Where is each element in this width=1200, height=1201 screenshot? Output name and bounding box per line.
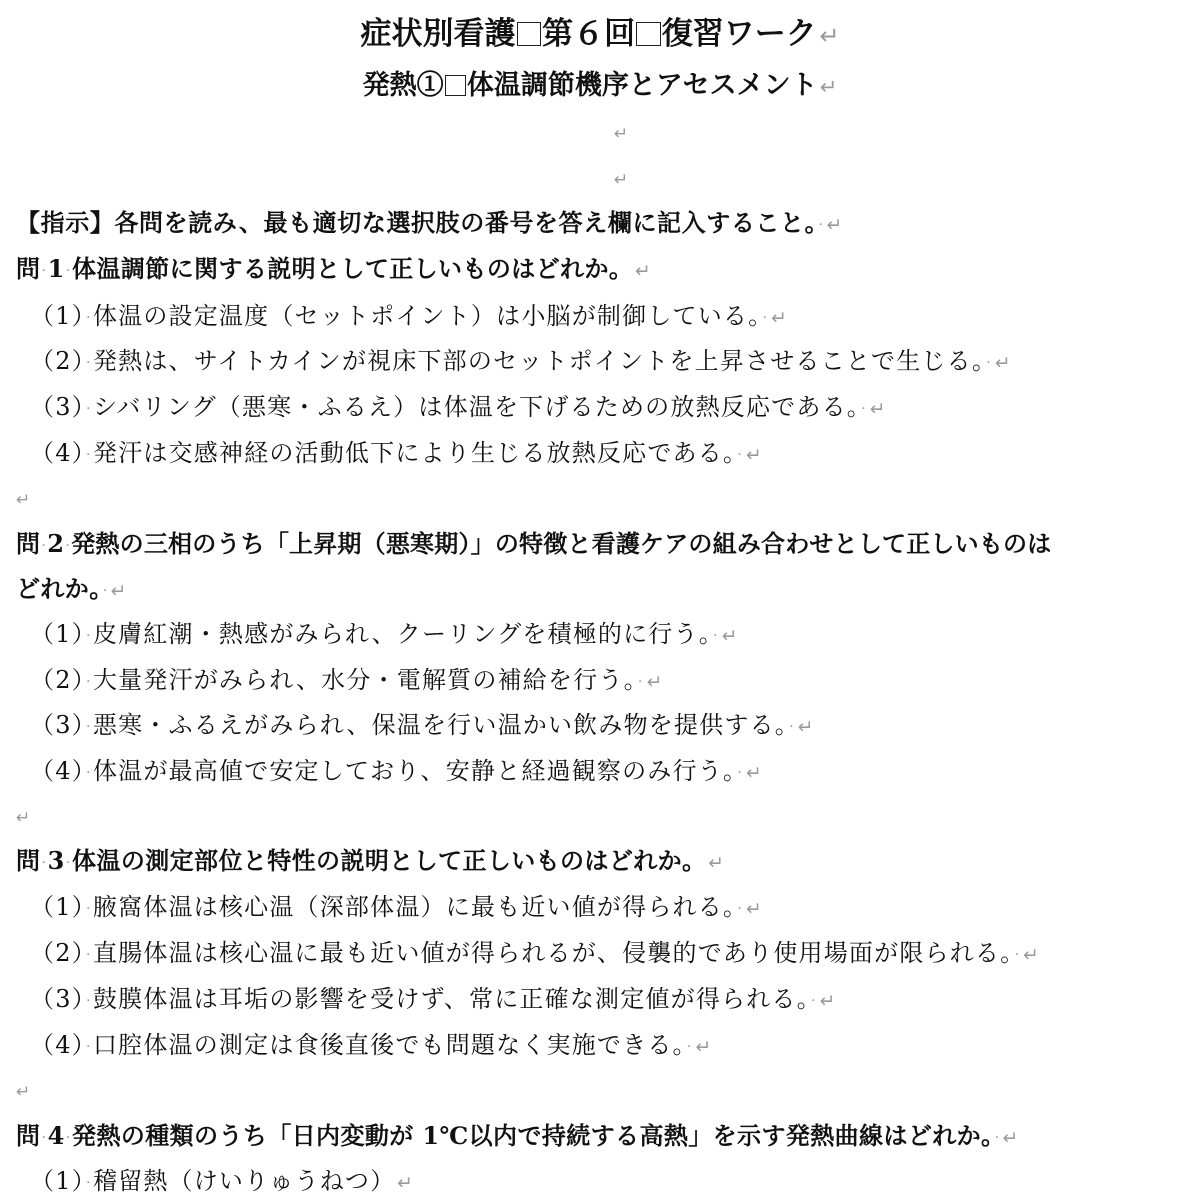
space-mark-icon: · — [65, 854, 71, 871]
question-1-option-4 — [30, 436, 763, 473]
space-mark-icon: · — [86, 400, 92, 417]
return-mark-icon: ↵ — [397, 1173, 415, 1194]
space-mark-icon: · — [86, 718, 92, 735]
return-mark-icon: ↵ — [771, 308, 789, 329]
question-2-stem-continued — [16, 572, 127, 609]
question-3-stem — [16, 844, 724, 881]
space-mark-icon: · — [737, 446, 744, 463]
return-mark-icon: ↵ — [1023, 945, 1041, 966]
return-mark-icon: ↵ — [15, 808, 32, 828]
instruction-text: 【指示】各問を読み、最も適切な選択肢の番号を答え欄に記入すること。 — [16, 208, 818, 237]
option-text: 発熱は、サイトカインが視床下部のセットポイントを上昇させることで生じる。 — [92, 347, 986, 375]
option-text: 口腔体温の測定は食後直後でも問題なく実施できる。 — [92, 1031, 686, 1059]
space-mark-icon: · — [861, 400, 867, 417]
space-mark-icon: · — [713, 627, 719, 644]
question-number-digit: 1 — [47, 254, 65, 283]
question-text: 体温調節に関する説明として正しいものはどれか。 — [72, 254, 634, 283]
return-mark-icon: ↵ — [695, 1037, 713, 1058]
return-mark-icon: ↵ — [1002, 1128, 1019, 1149]
space-mark-icon: · — [1014, 946, 1021, 963]
return-mark-icon: ↵ — [110, 581, 127, 602]
empty-paragraph — [0, 164, 1200, 195]
space-mark-icon: · — [86, 309, 92, 326]
question-3-option-3 — [30, 982, 837, 1019]
return-mark-icon: ↵ — [826, 215, 843, 236]
space-mark-icon: · — [762, 309, 769, 326]
space-mark-icon: · — [86, 627, 92, 644]
return-mark-icon: ↵ — [635, 261, 652, 282]
return-mark-icon: ↵ — [15, 490, 32, 510]
return-mark-icon: ↵ — [646, 672, 664, 693]
option-text: 皮膚紅潮・熱感がみられ、クーリングを積極的に行う。 — [92, 620, 712, 648]
question-text: 発熱の三相のうち「上昇期（悪寒期）」の特徴と看護ケアの組み合わせとして正しいものは — [71, 529, 1052, 558]
empty-paragraph — [0, 118, 1200, 149]
empty-paragraph — [14, 800, 31, 835]
space-mark-icon: · — [810, 992, 817, 1009]
space-mark-icon: · — [637, 673, 644, 690]
space-mark-icon: · — [86, 764, 92, 781]
question-3-option-1 — [30, 890, 763, 927]
space-mark-icon: · — [86, 946, 92, 963]
box-glyph — [636, 22, 660, 46]
question-text-continued: どれか。 — [16, 574, 102, 603]
space-mark-icon: · — [86, 446, 92, 463]
question-1-option-3 — [30, 390, 887, 427]
empty-paragraph — [14, 482, 31, 517]
option-label: （1） — [30, 302, 85, 330]
question-number: 問 — [16, 254, 41, 283]
return-mark-icon: ↵ — [819, 22, 840, 50]
instruction-line — [16, 206, 843, 243]
option-label: （3） — [30, 985, 85, 1013]
option-label: （1） — [30, 620, 85, 648]
option-label: （3） — [30, 393, 85, 421]
option-text: 腋窩体温は核心温（深部体温）に最も近い値が得られる。 — [92, 893, 737, 921]
option-text: 悪寒・ふるえがみられ、保温を行い温かい飲み物を提供する。 — [92, 711, 788, 739]
option-text: 鼓膜体温は耳垢の影響を受けず、常に正確な測定値が得られる。 — [92, 985, 810, 1013]
title-part-work: 復習ワーク — [661, 16, 817, 52]
return-mark-icon: ↵ — [819, 74, 838, 99]
option-label: （2） — [30, 347, 85, 375]
title-part-course: 症状別看護 — [360, 16, 516, 52]
question-text: 発熱の種類のうち「日内変動が 1℃以内で持続する高熱」を示す発熱曲線はどれか。 — [72, 1121, 994, 1150]
space-mark-icon: · — [102, 582, 108, 599]
space-mark-icon: · — [86, 900, 92, 917]
space-mark-icon: · — [41, 537, 47, 554]
return-mark-icon: ↵ — [994, 353, 1012, 374]
return-mark-icon: ↵ — [613, 124, 629, 144]
question-2-option-1 — [30, 617, 739, 654]
option-label: （4） — [30, 1031, 85, 1059]
question-number-digit: 3 — [47, 846, 65, 875]
space-mark-icon: · — [737, 764, 744, 781]
question-1-option-1 — [30, 299, 788, 336]
option-label: （1） — [30, 893, 85, 921]
space-mark-icon: · — [818, 216, 824, 233]
space-mark-icon: · — [41, 1129, 47, 1146]
space-mark-icon: · — [789, 718, 795, 735]
question-2-option-2 — [30, 663, 664, 700]
question-3-option-2 — [30, 936, 1040, 973]
option-label: （3） — [30, 711, 85, 739]
return-mark-icon: ↵ — [721, 626, 739, 647]
return-mark-icon: ↵ — [15, 1082, 32, 1102]
option-label: （1） — [30, 1167, 85, 1195]
option-text: シバリング（悪寒・ふるえ）は体温を下げるための放熱反応である。 — [92, 393, 860, 421]
box-glyph — [517, 22, 541, 46]
option-text: 体温の設定温度（セットポイント）は小脳が制御している。 — [92, 302, 762, 330]
space-mark-icon: · — [41, 262, 47, 279]
space-mark-icon: · — [86, 673, 92, 690]
question-4-stem — [16, 1119, 1019, 1156]
empty-paragraph — [14, 1074, 31, 1109]
space-mark-icon: · — [41, 854, 47, 871]
option-text: 体温が最高値で安定しており、安静と経過観察のみ行う。 — [92, 757, 737, 785]
subtitle-part-theme: 体温調節機序とアセスメント — [466, 70, 818, 101]
document-title — [0, 12, 1200, 58]
question-3-option-4 — [30, 1028, 713, 1065]
question-4-option-1 — [30, 1164, 414, 1201]
space-mark-icon: · — [86, 1038, 92, 1055]
question-2-option-4 — [30, 754, 763, 791]
question-1-option-2 — [30, 344, 1012, 381]
space-mark-icon: · — [65, 1129, 71, 1146]
return-mark-icon: ↵ — [746, 763, 763, 784]
option-text: 稽留熱（けいりゅうねつ） — [92, 1167, 396, 1195]
return-mark-icon: ↵ — [797, 717, 815, 738]
question-2-option-3 — [30, 708, 815, 745]
space-mark-icon: · — [686, 1038, 693, 1055]
space-mark-icon: · — [65, 537, 71, 554]
space-mark-icon: · — [737, 900, 744, 917]
option-text: 大量発汗がみられ、水分・電解質の補給を行う。 — [92, 666, 637, 694]
option-label: （2） — [30, 666, 85, 694]
question-2-stem — [16, 527, 1051, 563]
return-mark-icon: ↵ — [613, 170, 629, 190]
space-mark-icon: · — [86, 354, 92, 371]
question-number: 問 — [16, 529, 41, 558]
box-glyph — [445, 75, 466, 96]
option-label: （2） — [30, 939, 85, 967]
space-mark-icon: · — [86, 1174, 92, 1191]
question-number: 問 — [16, 1121, 41, 1150]
question-number-digit: 2 — [47, 529, 65, 558]
question-1-stem — [16, 252, 651, 289]
space-mark-icon: · — [86, 992, 92, 1009]
return-mark-icon: ↵ — [869, 399, 887, 420]
title-part-session: 第６回 — [542, 16, 636, 52]
space-mark-icon: · — [986, 354, 992, 371]
return-mark-icon: ↵ — [819, 991, 837, 1012]
option-label: （4） — [30, 757, 85, 785]
document-subtitle — [0, 66, 1200, 107]
space-mark-icon: · — [994, 1129, 1000, 1146]
option-text: 直腸体温は核心温に最も近い値が得られるが、侵襲的であり使用場面が限られる。 — [92, 939, 1014, 967]
return-mark-icon: ↵ — [746, 899, 763, 920]
question-number-digit: 4 — [47, 1121, 65, 1150]
question-number: 問 — [16, 846, 41, 875]
return-mark-icon: ↵ — [746, 445, 763, 466]
question-text: 体温の測定部位と特性の説明として正しいものはどれか。 — [72, 846, 707, 875]
subtitle-part-topic: 発熱① — [362, 70, 444, 101]
option-text: 発汗は交感神経の活動低下により生じる放熱反応である。 — [92, 439, 737, 467]
option-label: （4） — [30, 439, 85, 467]
return-mark-icon: ↵ — [708, 853, 725, 874]
space-mark-icon: · — [65, 262, 71, 279]
